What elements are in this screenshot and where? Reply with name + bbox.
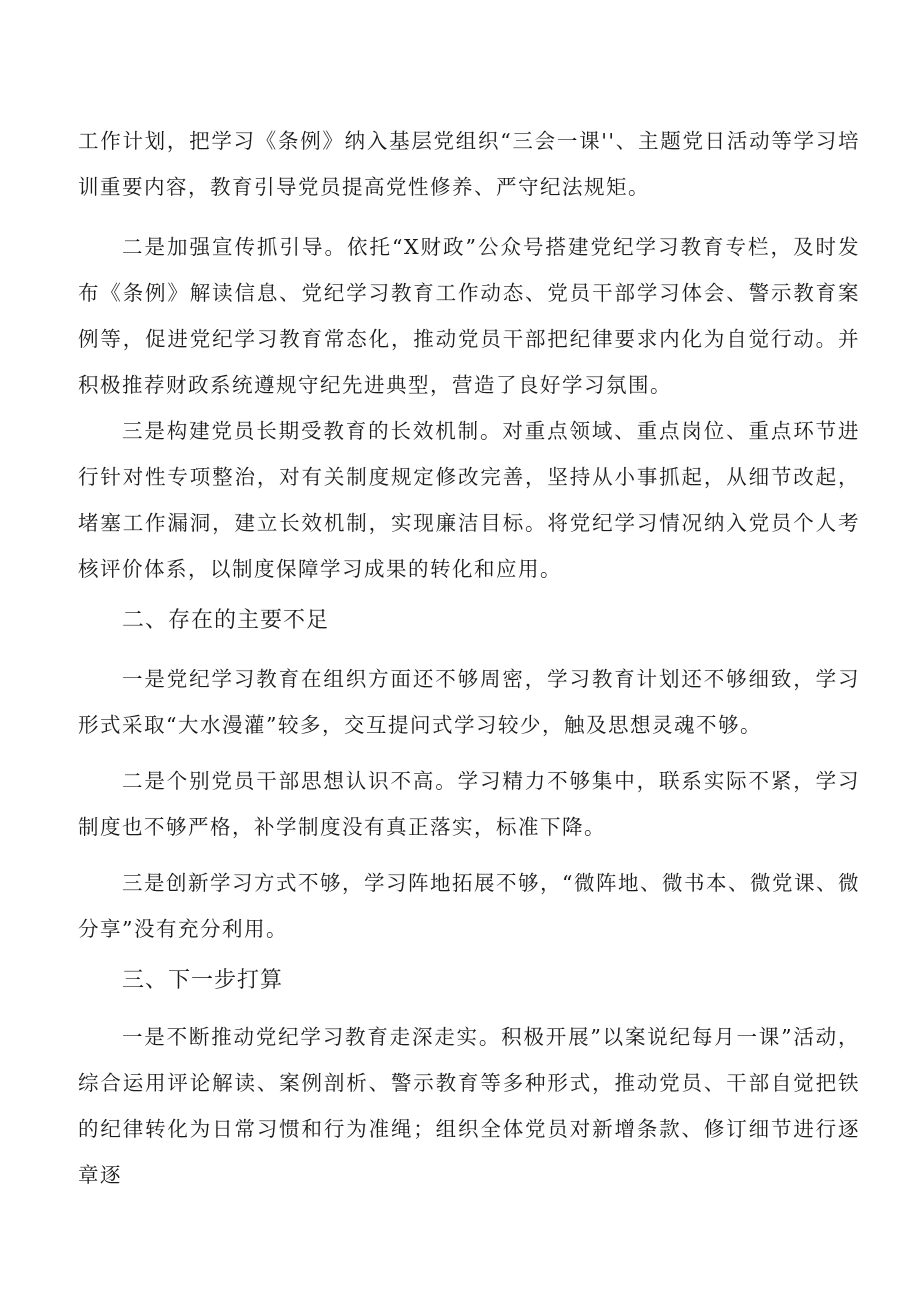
paragraph-continued-work-plan: 工作计划，把学习《条例》纳入基层党组织“三会一课''、主题党日活动等学习培训重要内容，教育引导党员提高党性修养、严守纪法规矩。	[78, 129, 860, 199]
paragraph-shortcoming-3: 三是创新学习方式不够，学习阵地拓展不够，“微阵地、微书本、微党课、微分享”没有充分利用。	[78, 871, 860, 941]
section-heading-shortcomings: 二、存在的主要不足	[122, 608, 330, 633]
section-heading-next-steps: 三、下一步打算	[122, 968, 284, 993]
paragraph-publicity: 二是加强宣传抓引导。依托“X财政”公众号搭建党纪学习教育专栏，及时发布《条例》解读信息、党纪学习教育工作动态、党员干部学习体会、警示教育案例等，促进党纪学习教育常态化，推动党员干部把纪律要求内化为自觉行动。并积极推荐财政系统遵规守纪先进典型，营造了良好学习氛围。	[78, 235, 860, 397]
paragraph-shortcoming-2: 二是个别党员干部思想认识不高。学习精力不够集中，联系实际不紧，学习制度也不够严格，补学制度没有真正落实，标准下降。	[78, 769, 860, 839]
paragraph-long-term-mechanism: 三是构建党员长期受教育的长效机制。对重点领域、重点岗位、重点环节进行针对性专项整治，对有关制度规定修改完善，坚持从小事抓起，从细节改起，堵塞工作漏洞，建立长效机制，实现廉洁目标。将党纪学习情况纳入党员个人考核评价体系，以制度保障学习成果的转化和应用。	[78, 419, 860, 581]
paragraph-next-step-1: 一是不断推动党纪学习教育走深走实。积极开展”以案说纪每月一课”活动，综合运用评论解读、案例剖析、警示教育等多种形式，推动党员、干部自觉把铁的纪律转化为日常习惯和行为准绳；组织全体党员对新增条款、修订细节进行逐章逐	[78, 1025, 860, 1187]
paragraph-shortcoming-1: 一是党纪学习教育在组织方面还不够周密，学习教育计划还不够细致，学习形式采取“大水漫灌”较多，交互提问式学习较少，触及思想灵魂不够。	[78, 667, 860, 737]
